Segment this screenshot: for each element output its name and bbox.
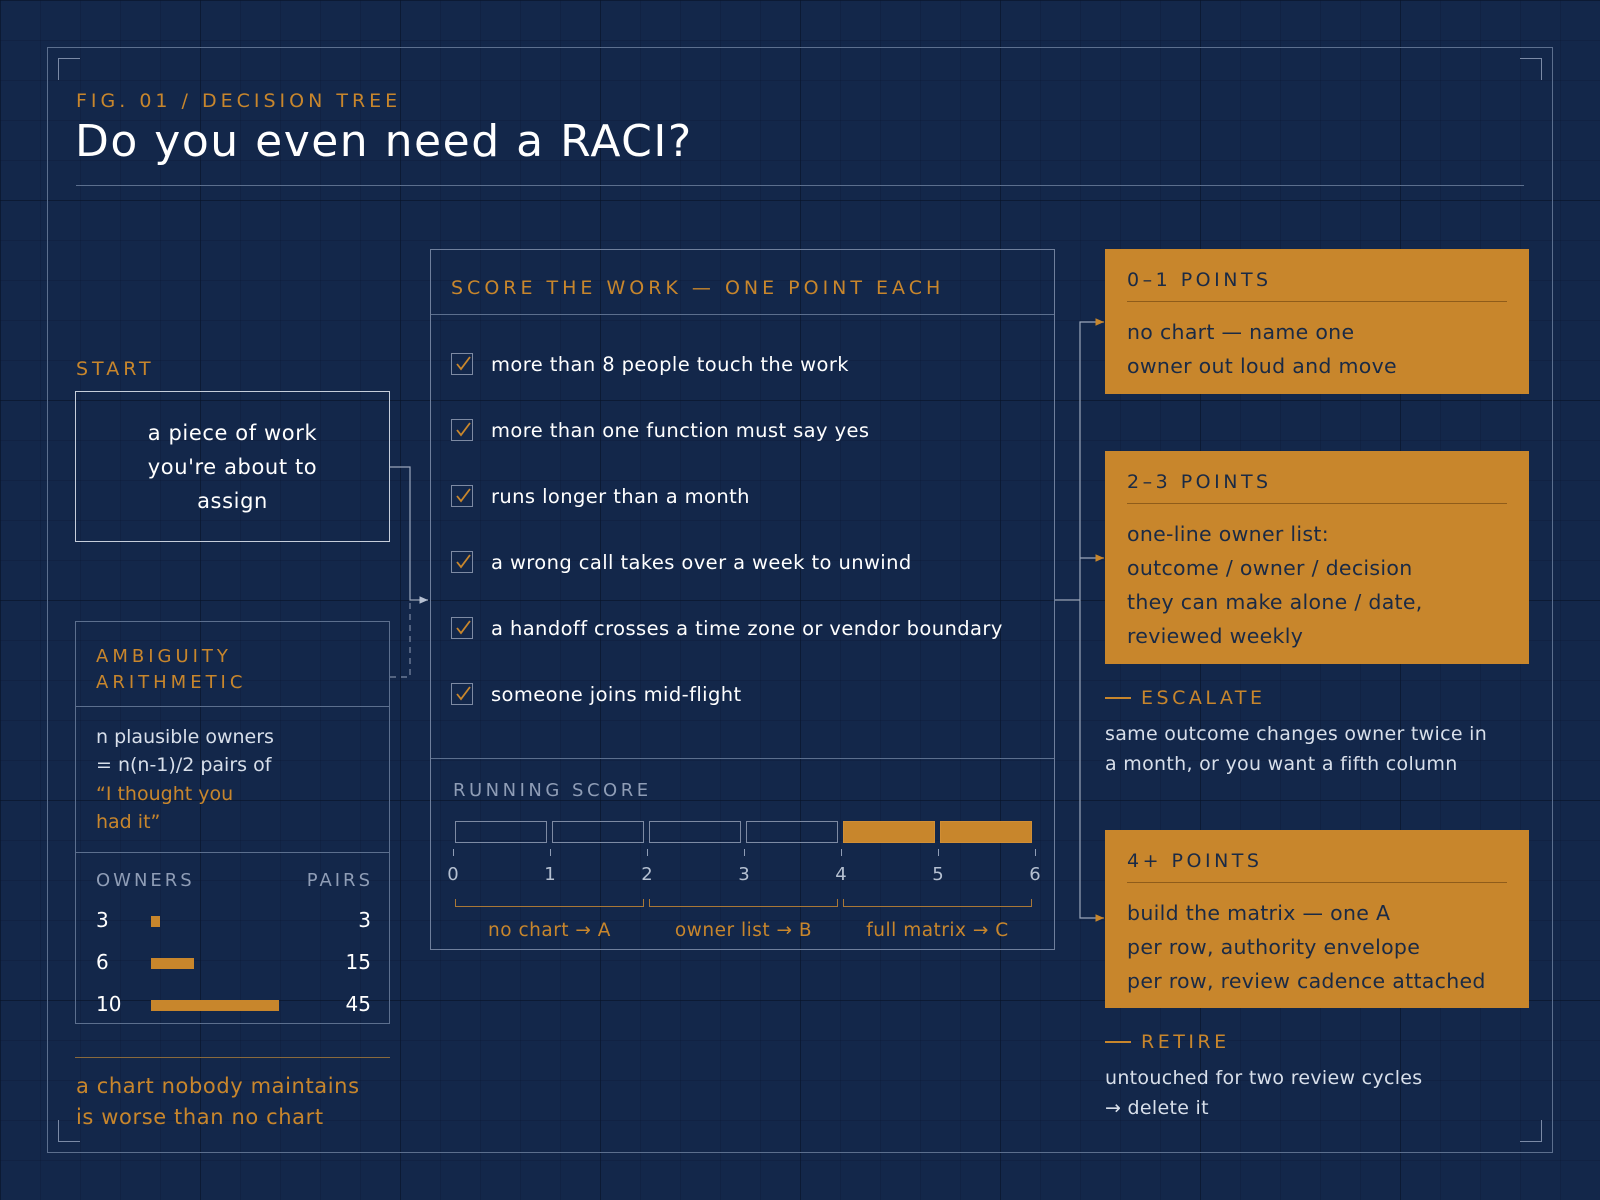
score-segment xyxy=(843,821,935,843)
scale-number: 5 xyxy=(932,864,944,885)
outcome-line: no chart — name one xyxy=(1127,320,1355,344)
outcome-title: 0–1 POINTS xyxy=(1127,269,1272,291)
outcome-line: one-line owner list: xyxy=(1127,522,1329,546)
checklist-item-label: a handoff crosses a time zone or vendor boundary xyxy=(491,616,1003,640)
start-to-score-connector xyxy=(390,467,428,600)
outcome-card-2-3 xyxy=(1105,451,1529,664)
outcome-line: outcome / owner / decision xyxy=(1127,556,1413,580)
owners-value: 10 xyxy=(96,992,122,1016)
scale-number: 3 xyxy=(738,864,750,885)
owners-value: 6 xyxy=(96,950,109,974)
checkbox[interactable] xyxy=(451,419,473,441)
escalate-title-text: ESCALATE xyxy=(1141,687,1266,709)
ambiguity-row xyxy=(96,950,371,976)
scale-tick xyxy=(453,849,454,856)
checkmark-icon xyxy=(454,619,472,637)
range-bracket xyxy=(455,899,644,907)
escalate-line1: same outcome changes owner twice in xyxy=(1105,723,1488,745)
owners-value: 3 xyxy=(96,908,109,932)
scale-tick xyxy=(744,849,745,856)
figure-eyebrow: FIG. 01 / DECISION TREE xyxy=(76,90,402,112)
outcome-body xyxy=(1127,896,1519,998)
ambiguity-row xyxy=(96,908,371,934)
retire-title xyxy=(1105,1031,1230,1053)
pairs-column-header: PAIRS xyxy=(306,870,373,891)
checklist-item-label: runs longer than a month xyxy=(491,484,750,508)
outcome-body xyxy=(1127,517,1519,653)
range-label: no chart → A xyxy=(488,920,611,941)
checkmark-icon xyxy=(454,421,472,439)
checklist-item[interactable] xyxy=(451,682,742,706)
checkbox[interactable] xyxy=(451,485,473,507)
quote-line1: “I thought you xyxy=(96,783,234,805)
checklist-item[interactable] xyxy=(451,484,750,508)
score-segment xyxy=(940,821,1032,843)
checklist-item-label: someone joins mid-flight xyxy=(491,682,742,706)
score-segment xyxy=(455,821,547,843)
range-label: owner list → B xyxy=(674,920,813,941)
outcome-rule xyxy=(1127,503,1507,504)
footer-note-line1: a chart nobody maintains xyxy=(76,1074,360,1098)
scale-number: 0 xyxy=(447,864,459,885)
scale-number: 1 xyxy=(544,864,556,885)
score-segment xyxy=(746,821,838,843)
checklist-item[interactable] xyxy=(451,352,849,376)
outcome-card-0-1 xyxy=(1105,249,1529,394)
scale-tick xyxy=(647,849,648,856)
checklist-item-label: more than one function must say yes xyxy=(491,418,870,442)
scale-number: 6 xyxy=(1029,864,1041,885)
checklist-item-label: a wrong call takes over a week to unwind xyxy=(491,550,912,574)
retire-line2: → delete it xyxy=(1105,1097,1209,1119)
range-bracket xyxy=(649,899,838,907)
scale-tick xyxy=(550,849,551,856)
ambiguity-title-line1: AMBIGUITY xyxy=(96,646,232,667)
retire-line1: untouched for two review cycles xyxy=(1105,1067,1423,1089)
outcome-line: per row, review cadence attached xyxy=(1127,969,1486,993)
scale-tick xyxy=(841,849,842,856)
score-segment xyxy=(649,821,741,843)
start-node xyxy=(75,391,390,542)
retire-dash xyxy=(1105,1041,1131,1043)
pairs-value: 15 xyxy=(345,950,371,974)
checklist-item[interactable] xyxy=(451,616,1003,640)
ambiguity-row xyxy=(96,992,371,1018)
checkmark-icon xyxy=(454,685,472,703)
ambiguity-panel xyxy=(75,621,390,1024)
ambiguity-divider-2 xyxy=(76,852,389,853)
score-panel-divider-top xyxy=(431,314,1054,315)
outcome-line: owner out loud and move xyxy=(1127,354,1397,378)
escalate-title xyxy=(1105,687,1265,709)
score-panel-title: SCORE THE WORK — ONE POINT EACH xyxy=(451,277,945,299)
pairs-bar xyxy=(151,916,160,927)
outcome-line: reviewed weekly xyxy=(1127,624,1304,648)
pairs-bar xyxy=(151,1000,279,1011)
range-bracket xyxy=(843,899,1032,907)
score-panel-divider-bottom xyxy=(431,758,1054,759)
owners-column-header: OWNERS xyxy=(96,870,195,891)
running-score-label: RUNNING SCORE xyxy=(453,780,652,801)
page-title: Do you even need a RACI? xyxy=(75,116,693,167)
checkbox[interactable] xyxy=(451,353,473,375)
range-label: full matrix → C xyxy=(866,920,1009,941)
pairs-value: 3 xyxy=(358,908,371,932)
escalate-line2: a month, or you want a fifth column xyxy=(1105,753,1458,775)
footer-rule xyxy=(75,1057,390,1058)
formula-line2: = n(n-1)/2 pairs of xyxy=(96,754,272,776)
checkmark-icon xyxy=(454,355,472,373)
start-node-text: a piece of work you're about to assign xyxy=(147,420,318,513)
scale-number: 4 xyxy=(835,864,847,885)
footer-note-line2: is worse than no chart xyxy=(76,1105,324,1129)
checkbox[interactable] xyxy=(451,683,473,705)
checkmark-icon xyxy=(454,553,472,571)
quote-line2: had it” xyxy=(96,811,161,833)
score-panel xyxy=(430,249,1055,950)
scale-tick xyxy=(938,849,939,856)
formula-line1: n plausible owners xyxy=(96,726,274,748)
outcome-body xyxy=(1127,315,1519,383)
outcome-line: build the matrix — one A xyxy=(1127,901,1391,925)
ambiguity-divider-1 xyxy=(76,706,389,707)
checklist-item[interactable] xyxy=(451,418,869,442)
escalate-dash xyxy=(1105,697,1131,699)
checkbox[interactable] xyxy=(451,617,473,639)
outcome-line: they can make alone / date, xyxy=(1127,590,1423,614)
ambiguity-dashed-connector xyxy=(390,600,410,677)
pairs-value: 45 xyxy=(345,992,371,1016)
outcome-card-4-plus xyxy=(1105,830,1529,1008)
score-to-outcomes-connector xyxy=(1055,322,1103,918)
checkbox[interactable] xyxy=(451,551,473,573)
outcome-line: per row, authority envelope xyxy=(1127,935,1421,959)
score-segment xyxy=(552,821,644,843)
pairs-bar xyxy=(151,958,194,969)
retire-title-text: RETIRE xyxy=(1141,1031,1230,1053)
outcome-title: 4+ POINTS xyxy=(1127,850,1263,872)
start-label: START xyxy=(76,358,155,380)
scale-tick xyxy=(1035,849,1036,856)
outcome-rule xyxy=(1127,301,1507,302)
checklist-item-label: more than 8 people touch the work xyxy=(491,352,849,376)
retire-body xyxy=(1105,1063,1422,1123)
outcome-rule xyxy=(1127,882,1507,883)
checklist-item[interactable] xyxy=(451,550,912,574)
ambiguity-title-line2: ARITHMETIC xyxy=(96,672,247,693)
scale-number: 2 xyxy=(641,864,653,885)
outcome-title: 2–3 POINTS xyxy=(1127,471,1272,493)
checkmark-icon xyxy=(454,487,472,505)
escalate-body xyxy=(1105,719,1487,779)
